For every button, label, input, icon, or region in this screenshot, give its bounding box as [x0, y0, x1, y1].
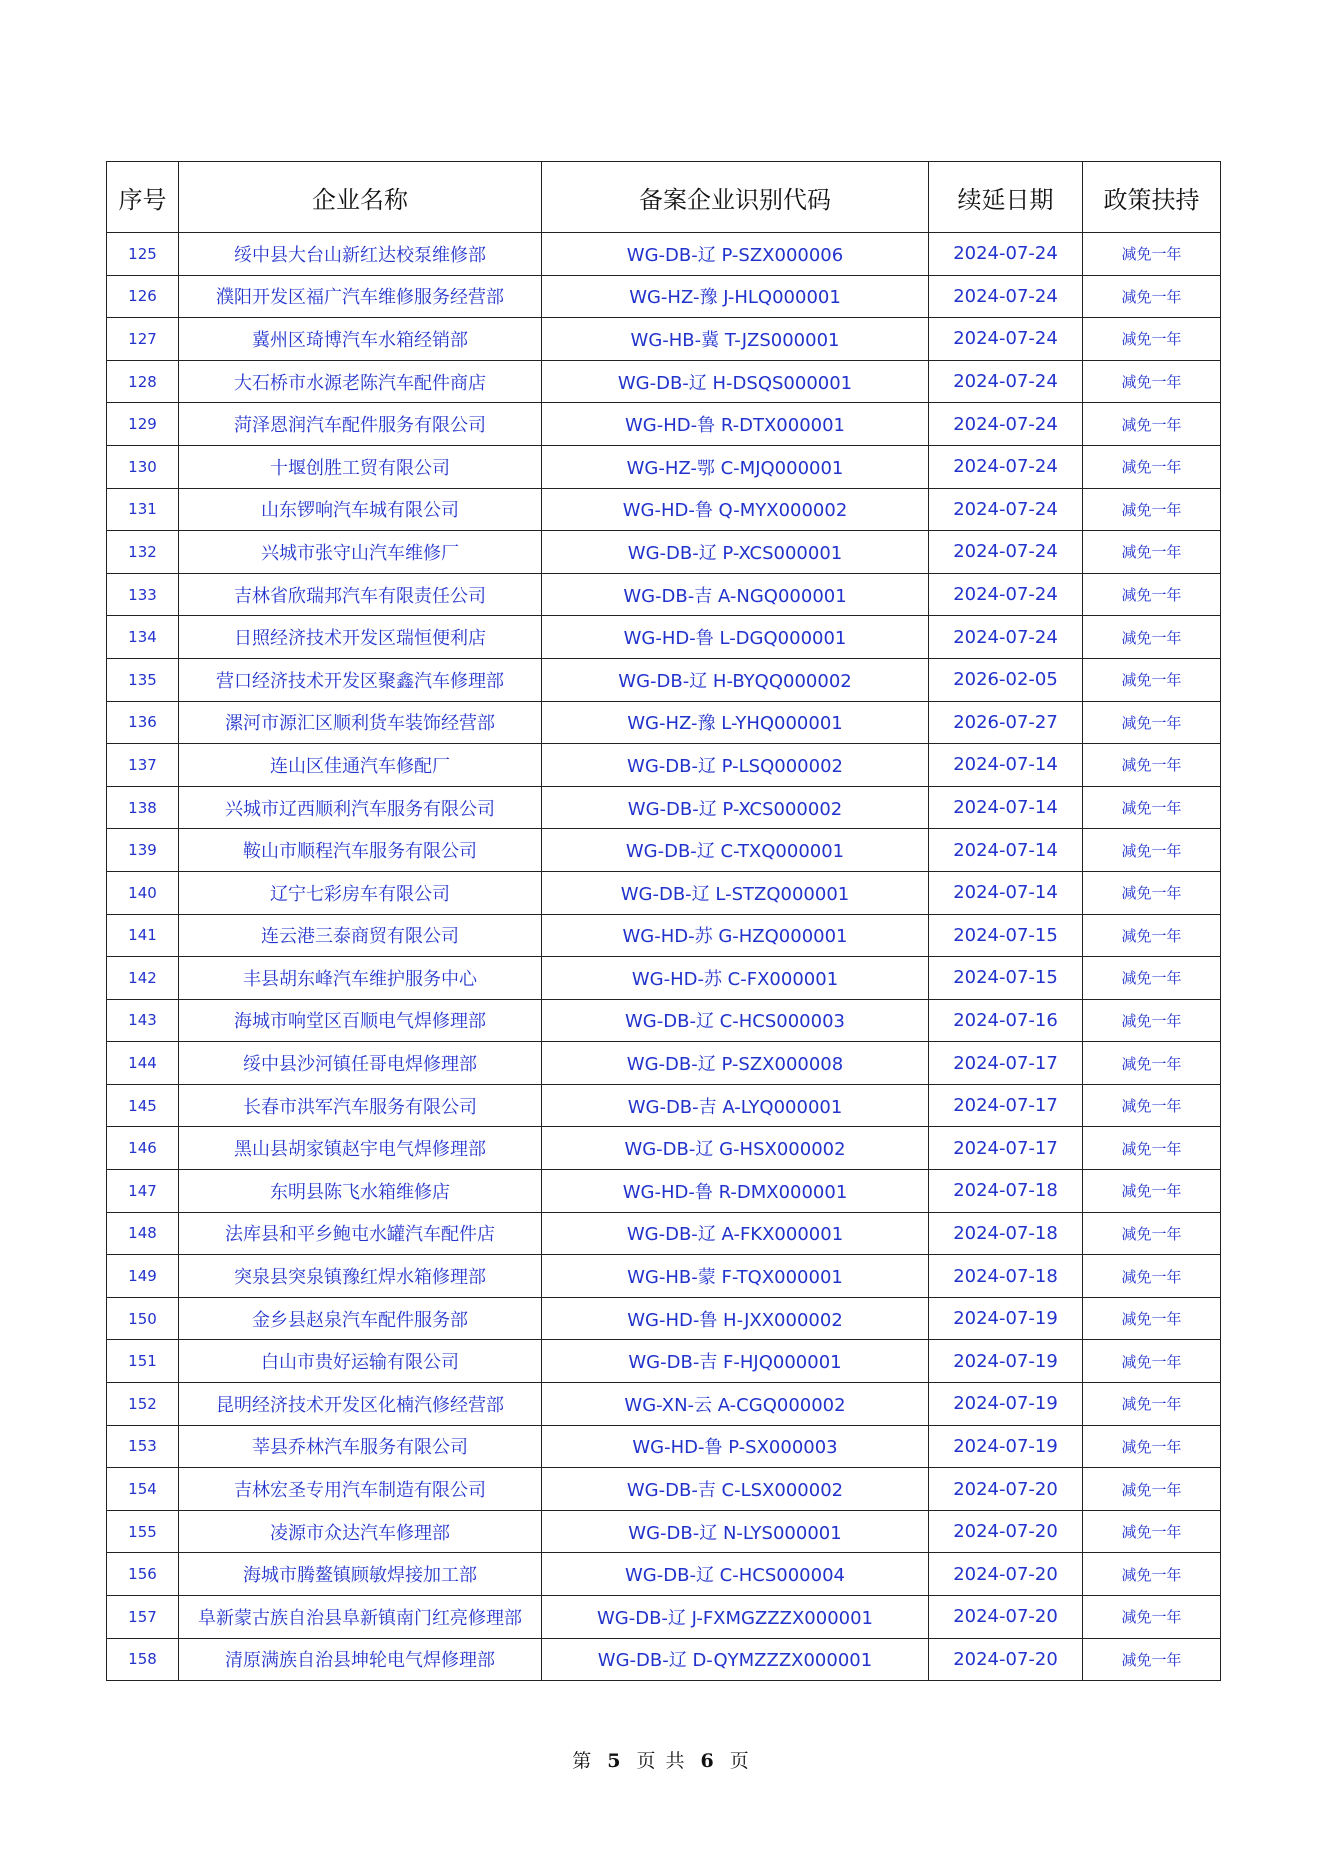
row-extension-date: 2024-07-24	[929, 488, 1083, 531]
row-policy-support: 减免一年	[1083, 445, 1221, 488]
row-policy-support: 减免一年	[1083, 658, 1221, 701]
row-index: 156	[107, 1553, 179, 1596]
row-registration-code: WG-DB-辽 C-HCS000004	[542, 1553, 929, 1596]
row-registration-code: WG-DB-辽 C-HCS000003	[542, 999, 929, 1042]
row-policy-support: 减免一年	[1083, 871, 1221, 914]
row-extension-date: 2024-07-20	[929, 1596, 1083, 1639]
table-body	[107, 233, 1221, 1681]
row-company-name: 营口经济技术开发区聚鑫汽车修理部	[179, 658, 542, 701]
row-registration-code: WG-DB-辽 P-XCS000001	[542, 531, 929, 574]
row-policy-support: 减免一年	[1083, 318, 1221, 361]
row-index: 155	[107, 1510, 179, 1553]
row-company-name: 海城市腾鳌镇顾敏焊接加工部	[179, 1553, 542, 1596]
row-index: 146	[107, 1127, 179, 1170]
table-row	[107, 871, 1221, 914]
row-registration-code: WG-DB-辽 A-FKX000001	[542, 1212, 929, 1255]
row-index: 150	[107, 1297, 179, 1340]
row-company-name: 日照经济技术开发区瑞恒便利店	[179, 616, 542, 659]
row-index: 129	[107, 403, 179, 446]
row-registration-code: WG-DB-辽 D-QYMZZZX000001	[542, 1638, 929, 1681]
row-extension-date: 2024-07-20	[929, 1468, 1083, 1511]
row-extension-date: 2026-02-05	[929, 658, 1083, 701]
row-extension-date: 2024-07-14	[929, 829, 1083, 872]
row-company-name: 濮阳开发区福广汽车维修服务经营部	[179, 275, 542, 318]
row-registration-code: WG-DB-辽 H-DSQS000001	[542, 360, 929, 403]
table-row	[107, 957, 1221, 1000]
row-extension-date: 2024-07-24	[929, 318, 1083, 361]
header-company-name: 企业名称	[179, 162, 542, 233]
table-row	[107, 1212, 1221, 1255]
row-policy-support: 减免一年	[1083, 957, 1221, 1000]
row-policy-support: 减免一年	[1083, 1170, 1221, 1213]
row-index: 141	[107, 914, 179, 957]
row-company-name: 凌源市众达汽车修理部	[179, 1510, 542, 1553]
row-index: 153	[107, 1425, 179, 1468]
row-index: 148	[107, 1212, 179, 1255]
row-index: 147	[107, 1170, 179, 1213]
row-extension-date: 2024-07-14	[929, 786, 1083, 829]
table-row	[107, 1596, 1221, 1639]
row-index: 134	[107, 616, 179, 659]
row-policy-support: 减免一年	[1083, 573, 1221, 616]
footer-prefix: 第	[572, 1750, 594, 1772]
row-company-name: 昆明经济技术开发区化楠汽修经营部	[179, 1383, 542, 1426]
row-policy-support: 减免一年	[1083, 1638, 1221, 1681]
row-company-name: 山东锣响汽车城有限公司	[179, 488, 542, 531]
row-policy-support: 减免一年	[1083, 1042, 1221, 1085]
table-header-row	[107, 162, 1221, 233]
table-row	[107, 1170, 1221, 1213]
header-extension-date: 续延日期	[929, 162, 1083, 233]
row-extension-date: 2024-07-15	[929, 957, 1083, 1000]
row-index: 142	[107, 957, 179, 1000]
row-extension-date: 2026-07-27	[929, 701, 1083, 744]
row-extension-date: 2024-07-24	[929, 360, 1083, 403]
row-registration-code: WG-HB-冀 T-JZS000001	[542, 318, 929, 361]
row-index: 137	[107, 744, 179, 787]
row-policy-support: 减免一年	[1083, 829, 1221, 872]
row-company-name: 莘县乔林汽车服务有限公司	[179, 1425, 542, 1468]
row-index: 145	[107, 1084, 179, 1127]
row-index: 132	[107, 531, 179, 574]
row-extension-date: 2024-07-16	[929, 999, 1083, 1042]
row-registration-code: WG-DB-辽 P-XCS000002	[542, 786, 929, 829]
row-company-name: 突泉县突泉镇豫红焊水箱修理部	[179, 1255, 542, 1298]
row-index: 139	[107, 829, 179, 872]
enterprise-table	[106, 161, 1221, 1681]
table-row	[107, 1127, 1221, 1170]
row-registration-code: WG-HD-鲁 P-SX000003	[542, 1425, 929, 1468]
table-row	[107, 1425, 1221, 1468]
table-row	[107, 1084, 1221, 1127]
row-extension-date: 2024-07-14	[929, 871, 1083, 914]
row-index: 157	[107, 1596, 179, 1639]
row-policy-support: 减免一年	[1083, 1383, 1221, 1426]
row-extension-date: 2024-07-20	[929, 1553, 1083, 1596]
row-index: 152	[107, 1383, 179, 1426]
row-company-name: 十堰创胜工贸有限公司	[179, 445, 542, 488]
row-index: 136	[107, 701, 179, 744]
row-index: 140	[107, 871, 179, 914]
row-policy-support: 减免一年	[1083, 999, 1221, 1042]
row-company-name: 金乡县赵泉汽车配件服务部	[179, 1297, 542, 1340]
row-extension-date: 2024-07-24	[929, 616, 1083, 659]
row-registration-code: WG-HZ-豫 J-HLQ000001	[542, 275, 929, 318]
table-row	[107, 658, 1221, 701]
row-extension-date: 2024-07-19	[929, 1425, 1083, 1468]
row-registration-code: WG-DB-辽 J-FXMGZZZX000001	[542, 1596, 929, 1639]
row-company-name: 丰县胡东峰汽车维护服务中心	[179, 957, 542, 1000]
row-registration-code: WG-DB-辽 H-BYQQ000002	[542, 658, 929, 701]
row-registration-code: WG-DB-辽 G-HSX000002	[542, 1127, 929, 1170]
header-index: 序号	[107, 162, 179, 233]
row-extension-date: 2024-07-24	[929, 233, 1083, 276]
table-row	[107, 744, 1221, 787]
row-registration-code: WG-HD-鲁 R-DMX000001	[542, 1170, 929, 1213]
row-registration-code: WG-DB-吉 A-LYQ000001	[542, 1084, 929, 1127]
row-registration-code: WG-HD-鲁 L-DGQ000001	[542, 616, 929, 659]
row-index: 144	[107, 1042, 179, 1085]
row-extension-date: 2024-07-24	[929, 403, 1083, 446]
row-company-name: 黑山县胡家镇赵宇电气焊修理部	[179, 1127, 542, 1170]
table-row	[107, 1297, 1221, 1340]
row-extension-date: 2024-07-24	[929, 275, 1083, 318]
row-company-name: 法库县和平乡鲍屯水罐汽车配件店	[179, 1212, 542, 1255]
row-policy-support: 减免一年	[1083, 1255, 1221, 1298]
row-index: 125	[107, 233, 179, 276]
row-index: 133	[107, 573, 179, 616]
row-company-name: 绥中县大台山新红达校泵维修部	[179, 233, 542, 276]
footer-suffix: 页	[729, 1750, 751, 1772]
row-index: 138	[107, 786, 179, 829]
row-company-name: 清原满族自治县坤轮电气焊修理部	[179, 1638, 542, 1681]
row-registration-code: WG-DB-辽 P-SZX000008	[542, 1042, 929, 1085]
row-registration-code: WG-DB-辽 L-STZQ000001	[542, 871, 929, 914]
row-extension-date: 2024-07-19	[929, 1383, 1083, 1426]
row-extension-date: 2024-07-20	[929, 1638, 1083, 1681]
row-index: 131	[107, 488, 179, 531]
table-row	[107, 1468, 1221, 1511]
row-extension-date: 2024-07-20	[929, 1510, 1083, 1553]
row-registration-code: WG-DB-辽 C-TXQ000001	[542, 829, 929, 872]
row-registration-code: WG-HZ-豫 L-YHQ000001	[542, 701, 929, 744]
row-index: 128	[107, 360, 179, 403]
row-policy-support: 减免一年	[1083, 744, 1221, 787]
row-policy-support: 减免一年	[1083, 1297, 1221, 1340]
row-registration-code: WG-HD-鲁 Q-MYX000002	[542, 488, 929, 531]
row-extension-date: 2024-07-19	[929, 1297, 1083, 1340]
table-row	[107, 786, 1221, 829]
row-policy-support: 减免一年	[1083, 1468, 1221, 1511]
row-policy-support: 减免一年	[1083, 1510, 1221, 1553]
table-row	[107, 701, 1221, 744]
row-policy-support: 减免一年	[1083, 403, 1221, 446]
row-extension-date: 2024-07-17	[929, 1127, 1083, 1170]
footer-page-number: 5	[607, 1750, 623, 1772]
table-row	[107, 1255, 1221, 1298]
table-row	[107, 403, 1221, 446]
row-company-name: 吉林省欣瑞邦汽车有限责任公司	[179, 573, 542, 616]
row-registration-code: WG-DB-辽 N-LYS000001	[542, 1510, 929, 1553]
row-index: 151	[107, 1340, 179, 1383]
row-company-name: 冀州区琦博汽车水箱经销部	[179, 318, 542, 361]
row-company-name: 菏泽恩润汽车配件服务有限公司	[179, 403, 542, 446]
row-company-name: 兴城市辽西顺利汽车服务有限公司	[179, 786, 542, 829]
row-company-name: 连云港三泰商贸有限公司	[179, 914, 542, 957]
row-company-name: 兴城市张守山汽车维修厂	[179, 531, 542, 574]
row-company-name: 鞍山市顺程汽车服务有限公司	[179, 829, 542, 872]
table-row	[107, 275, 1221, 318]
row-policy-support: 减免一年	[1083, 701, 1221, 744]
table-row	[107, 1553, 1221, 1596]
row-company-name: 白山市贵好运输有限公司	[179, 1340, 542, 1383]
row-registration-code: WG-HD-苏 G-HZQ000001	[542, 914, 929, 957]
row-company-name: 漯河市源汇区顺利货车装饰经营部	[179, 701, 542, 744]
row-extension-date: 2024-07-15	[929, 914, 1083, 957]
header-policy-support: 政策扶持	[1083, 162, 1221, 233]
page-footer	[0, 1746, 1323, 1773]
table-row	[107, 318, 1221, 361]
row-registration-code: WG-DB-吉 A-NGQ000001	[542, 573, 929, 616]
row-extension-date: 2024-07-18	[929, 1170, 1083, 1213]
table-row	[107, 616, 1221, 659]
header-registration-code: 备案企业识别代码	[542, 162, 929, 233]
row-company-name: 海城市响堂区百顺电气焊修理部	[179, 999, 542, 1042]
row-registration-code: WG-HD-鲁 R-DTX000001	[542, 403, 929, 446]
row-registration-code: WG-HD-鲁 H-JXX000002	[542, 1297, 929, 1340]
row-policy-support: 减免一年	[1083, 1596, 1221, 1639]
footer-middle: 页 共	[636, 1750, 687, 1772]
row-company-name: 大石桥市水源老陈汽车配件商店	[179, 360, 542, 403]
row-registration-code: WG-XN-云 A-CGQ000002	[542, 1383, 929, 1426]
row-registration-code: WG-DB-吉 C-LSX000002	[542, 1468, 929, 1511]
table-row	[107, 1340, 1221, 1383]
footer-total-pages: 6	[700, 1750, 716, 1772]
row-policy-support: 减免一年	[1083, 233, 1221, 276]
row-policy-support: 减免一年	[1083, 1084, 1221, 1127]
row-company-name: 长春市洪军汽车服务有限公司	[179, 1084, 542, 1127]
row-registration-code: WG-HB-蒙 F-TQX000001	[542, 1255, 929, 1298]
table-row	[107, 360, 1221, 403]
row-index: 127	[107, 318, 179, 361]
row-extension-date: 2024-07-14	[929, 744, 1083, 787]
row-extension-date: 2024-07-24	[929, 445, 1083, 488]
row-company-name: 辽宁七彩房车有限公司	[179, 871, 542, 914]
row-policy-support: 减免一年	[1083, 1212, 1221, 1255]
table-row	[107, 233, 1221, 276]
row-index: 143	[107, 999, 179, 1042]
row-registration-code: WG-HZ-鄂 C-MJQ000001	[542, 445, 929, 488]
row-index: 154	[107, 1468, 179, 1511]
table-row	[107, 1638, 1221, 1681]
row-extension-date: 2024-07-24	[929, 573, 1083, 616]
row-policy-support: 减免一年	[1083, 488, 1221, 531]
row-policy-support: 减免一年	[1083, 914, 1221, 957]
row-policy-support: 减免一年	[1083, 275, 1221, 318]
row-index: 126	[107, 275, 179, 318]
table-row	[107, 573, 1221, 616]
row-index: 130	[107, 445, 179, 488]
row-registration-code: WG-DB-吉 F-HJQ000001	[542, 1340, 929, 1383]
row-extension-date: 2024-07-18	[929, 1212, 1083, 1255]
row-index: 149	[107, 1255, 179, 1298]
row-policy-support: 减免一年	[1083, 616, 1221, 659]
row-company-name: 绥中县沙河镇任哥电焊修理部	[179, 1042, 542, 1085]
row-registration-code: WG-HD-苏 C-FX000001	[542, 957, 929, 1000]
table-row	[107, 488, 1221, 531]
row-extension-date: 2024-07-17	[929, 1042, 1083, 1085]
row-index: 135	[107, 658, 179, 701]
row-registration-code: WG-DB-辽 P-LSQ000002	[542, 744, 929, 787]
row-policy-support: 减免一年	[1083, 1127, 1221, 1170]
table-row	[107, 1510, 1221, 1553]
row-company-name: 连山区佳通汽车修配厂	[179, 744, 542, 787]
row-registration-code: WG-DB-辽 P-SZX000006	[542, 233, 929, 276]
table-row	[107, 1042, 1221, 1085]
row-extension-date: 2024-07-24	[929, 531, 1083, 574]
table-row	[107, 1383, 1221, 1426]
row-company-name: 吉林宏圣专用汽车制造有限公司	[179, 1468, 542, 1511]
table-row	[107, 531, 1221, 574]
row-policy-support: 减免一年	[1083, 786, 1221, 829]
row-company-name: 东明县陈飞水箱维修店	[179, 1170, 542, 1213]
row-extension-date: 2024-07-19	[929, 1340, 1083, 1383]
row-policy-support: 减免一年	[1083, 360, 1221, 403]
row-policy-support: 减免一年	[1083, 1340, 1221, 1383]
table-row	[107, 829, 1221, 872]
table-row	[107, 914, 1221, 957]
row-index: 158	[107, 1638, 179, 1681]
row-extension-date: 2024-07-18	[929, 1255, 1083, 1298]
row-company-name: 阜新蒙古族自治县阜新镇南门红亮修理部	[179, 1596, 542, 1639]
table-row	[107, 445, 1221, 488]
row-policy-support: 减免一年	[1083, 531, 1221, 574]
row-extension-date: 2024-07-17	[929, 1084, 1083, 1127]
table-row	[107, 999, 1221, 1042]
row-policy-support: 减免一年	[1083, 1425, 1221, 1468]
row-policy-support: 减免一年	[1083, 1553, 1221, 1596]
